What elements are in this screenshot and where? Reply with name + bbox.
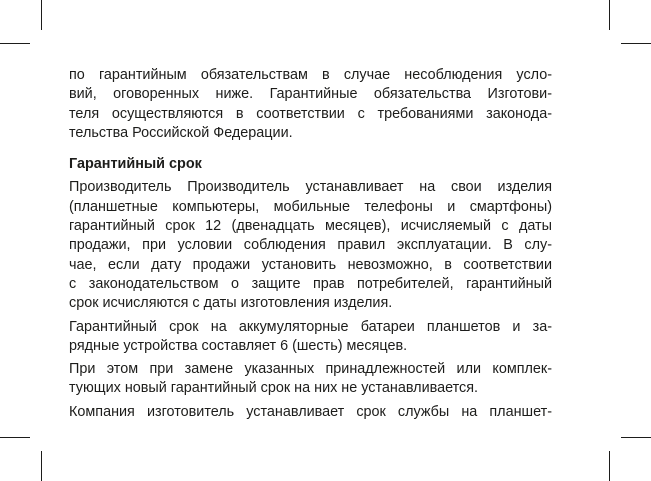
text-line: чае, если дату продажи установить невозможно, в соответствии: [69, 256, 552, 273]
text-line: гарантийный срок 12 (двенадцать месяцев), исчисляемый с даты: [69, 218, 552, 235]
replacement-parts-paragraph: [69, 360, 552, 399]
text-line: Компания изготовитель устанавливает срок службы на планшет-: [69, 403, 552, 420]
text-line: тующих новый гарантийный срок на них не устанавливается.: [69, 380, 479, 397]
crop-mark-bottom-left-horizontal: [0, 437, 30, 438]
text-line: (планшетные компьютеры, мобильные телефоны и смартфоны): [69, 198, 552, 215]
crop-mark-top-left-vertical: [41, 0, 42, 30]
crop-mark-top-right-horizontal: [621, 43, 651, 44]
crop-mark-top-right-vertical: [609, 0, 610, 30]
text-line: Гарантийный срок на аккумуляторные батареи планшетов и за-: [69, 318, 552, 335]
crop-mark-bottom-right-vertical: [609, 451, 610, 481]
battery-warranty-paragraph: [69, 318, 552, 357]
text-line: теля осуществляются в соответствии с требованиями законода-: [69, 105, 552, 122]
crop-mark-bottom-left-vertical: [41, 451, 42, 481]
text-line: с законодательством о защите прав потребителей, гарантийный: [69, 275, 552, 292]
warranty-period-paragraph: [69, 178, 552, 313]
text-line: тельства Российской Федерации.: [69, 124, 293, 141]
crop-mark-bottom-right-horizontal: [621, 437, 651, 438]
text-line: продажи, при условии соблюдения правил эксплуатации. В слу-: [69, 237, 552, 254]
intro-paragraph: [69, 66, 552, 143]
text-line: При этом при замене указанных принадлежностей или комплек-: [69, 361, 552, 378]
document-body: [69, 66, 552, 426]
text-line: по гарантийным обязательствам в случае несоблюдения усло-: [69, 67, 552, 83]
service-life-paragraph: [69, 403, 552, 422]
crop-mark-top-left-horizontal: [0, 43, 30, 44]
section-heading: Гарантийный срок: [69, 156, 202, 173]
text-line: вий, оговоренных ниже. Гарантийные обязательства Изготови-: [69, 86, 552, 103]
text-line: Производитель Производитель устанавливает на свои изделия: [69, 179, 552, 196]
text-line: рядные устройства составляет 6 (шесть) месяцев.: [69, 337, 408, 354]
text-line: срок исчисляются с даты изготовления изделия.: [69, 295, 393, 312]
